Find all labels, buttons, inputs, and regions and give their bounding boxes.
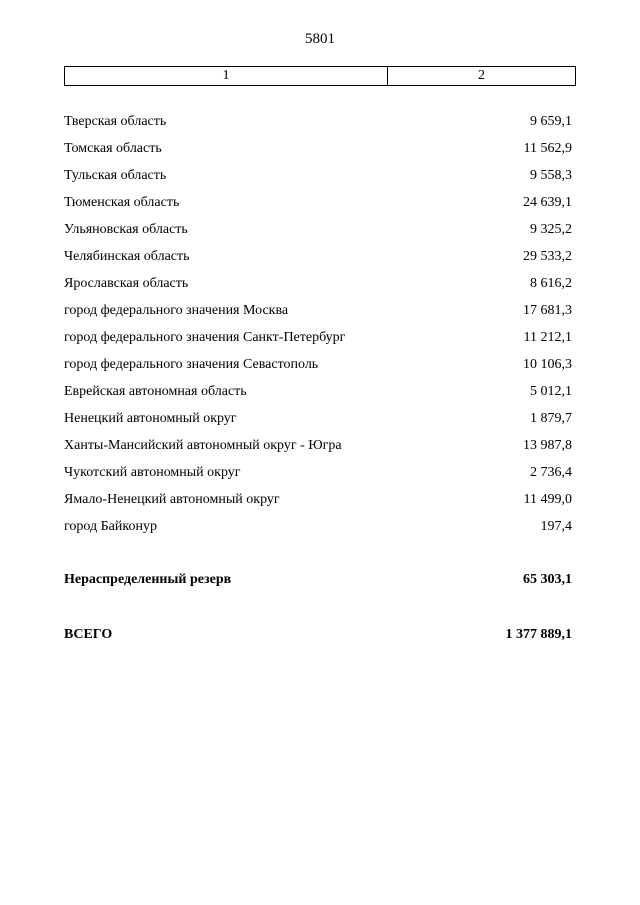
region-value: 24 639,1 <box>523 194 572 210</box>
region-name: город федерального значения Севастополь <box>64 356 319 372</box>
region-value: 17 681,3 <box>523 302 572 318</box>
region-list <box>64 108 572 540</box>
region-value: 9 659,1 <box>530 113 572 129</box>
region-value: 13 987,8 <box>523 437 572 453</box>
column-header <box>64 66 576 86</box>
region-value: 5 012,1 <box>530 383 572 399</box>
region-value: 8 616,2 <box>530 275 572 291</box>
reserve-label: Нераспределенный резерв <box>64 571 232 587</box>
table-row <box>64 297 572 324</box>
table-row <box>64 108 572 135</box>
region-value: 9 325,2 <box>530 221 572 237</box>
region-name: Томская область <box>64 140 162 156</box>
table-row <box>64 405 572 432</box>
total-row <box>64 621 572 648</box>
region-value: 197,4 <box>540 518 572 534</box>
total-value: 1 377 889,1 <box>505 626 572 642</box>
reserve-row <box>64 566 572 593</box>
region-name: Тульская область <box>64 167 167 183</box>
region-name: Ханты-Мансийский автономный округ - Югра <box>64 437 342 453</box>
table-row <box>64 378 572 405</box>
region-name: Ульяновская область <box>64 221 188 237</box>
region-value: 11 562,9 <box>523 140 572 156</box>
table-row <box>64 513 572 540</box>
column-header-1: 1 <box>65 67 388 85</box>
page-number: 5801 <box>305 31 335 47</box>
region-name: Тверская область <box>64 113 167 129</box>
region-value: 9 558,3 <box>530 167 572 183</box>
table-row <box>64 459 572 486</box>
total-label: ВСЕГО <box>64 626 113 642</box>
region-name: Тюменская область <box>64 194 180 210</box>
table-row <box>64 324 572 351</box>
region-value: 2 736,4 <box>530 464 572 480</box>
table-row <box>64 243 572 270</box>
table-row <box>64 270 572 297</box>
table-row <box>64 486 572 513</box>
column-header-2: 2 <box>478 68 485 83</box>
region-name: Челябинская область <box>64 248 190 264</box>
table-row <box>64 432 572 459</box>
table-row <box>64 351 572 378</box>
region-name: Ямало-Ненецкий автономный округ <box>64 491 280 507</box>
region-name: Еврейская автономная область <box>64 383 247 399</box>
table-row <box>64 162 572 189</box>
region-value: 29 533,2 <box>523 248 572 264</box>
region-name: Ненецкий автономный округ <box>64 410 237 426</box>
region-name: город федерального значения Москва <box>64 302 289 318</box>
region-value: 11 212,1 <box>523 329 572 345</box>
region-value: 11 499,0 <box>523 491 572 507</box>
region-name: город федерального значения Санкт-Петербург <box>64 329 346 345</box>
region-name: Ярославская область <box>64 275 189 291</box>
reserve-value: 65 303,1 <box>523 571 572 587</box>
region-value: 10 106,3 <box>523 356 572 372</box>
region-name: город Байконур <box>64 518 157 534</box>
table-row <box>64 135 572 162</box>
region-name: Чукотский автономный округ <box>64 464 241 480</box>
table-row <box>64 216 572 243</box>
table-row <box>64 189 572 216</box>
region-value: 1 879,7 <box>530 410 572 426</box>
